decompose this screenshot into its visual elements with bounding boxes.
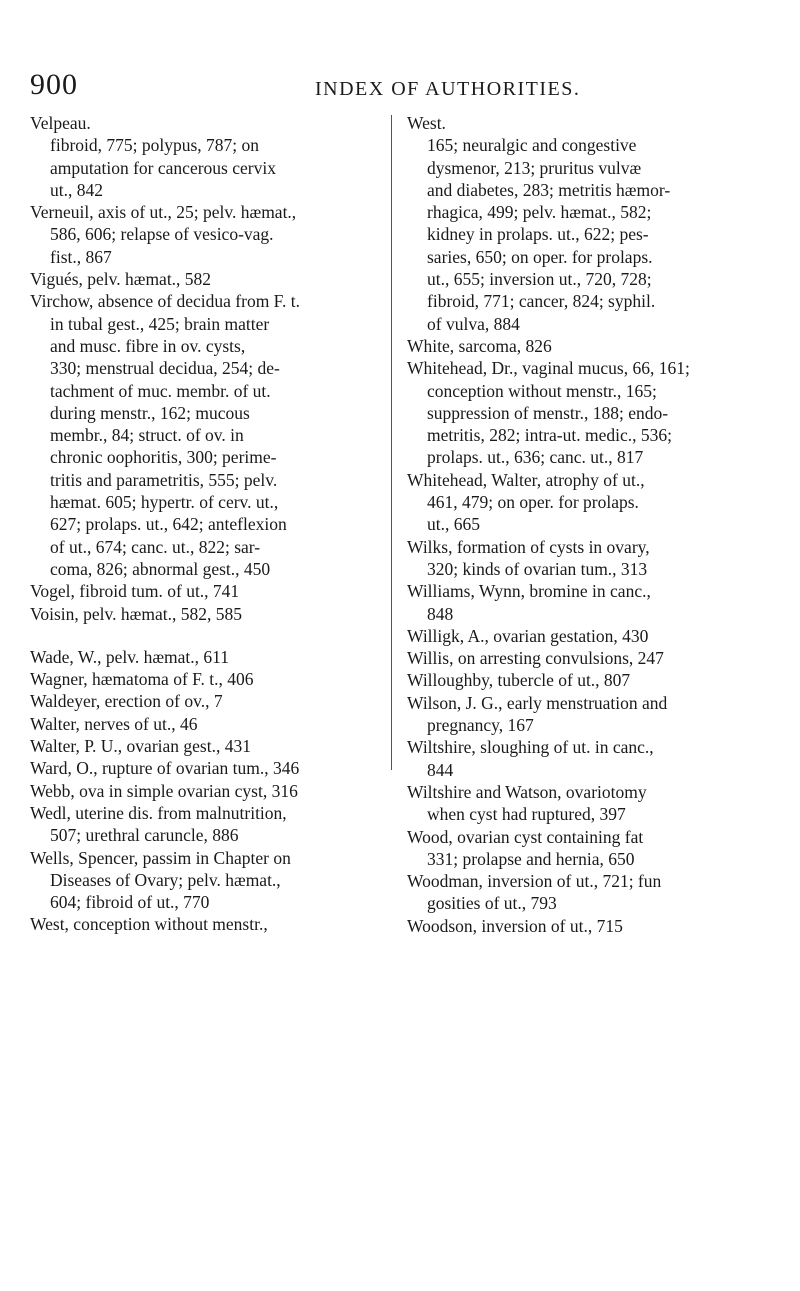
index-entry-line: Diseases of Ovary; pelv. hæmat., — [50, 869, 281, 890]
index-entry — [407, 647, 759, 669]
index-entry — [30, 603, 382, 625]
index-entry-line: White, sarcoma, 826 — [407, 335, 552, 356]
index-entry — [407, 736, 759, 781]
index-entry-line: gosities of ut., 793 — [427, 893, 557, 914]
index-entry-line: Wade, W., pelv. hæmat., 611 — [30, 646, 230, 667]
index-entry-line: Wedl, uterine dis. from malnutrition, — [30, 802, 287, 823]
index-entry — [30, 735, 382, 757]
index-entry-line: pregnancy, 167 — [427, 715, 534, 736]
index-entry-line: prolaps. ut., 636; canc. ut., 817 — [427, 447, 644, 468]
index-entry-line: Willoughby, tubercle of ut., 807 — [407, 670, 631, 691]
index-entry-line: ut., 665 — [427, 514, 480, 535]
index-entry-line: 461, 479; on oper. for prolaps. — [427, 492, 639, 513]
index-entry-line: hæmat. 605; hypertr. of cerv. ut., — [50, 492, 279, 513]
index-entry — [30, 268, 382, 290]
index-entry-line: 604; fibroid of ut., 770 — [50, 892, 210, 913]
index-entry-line: conception without menstr., 165; — [427, 380, 657, 401]
running-title: INDEX OF AUTHORITIES. — [315, 78, 581, 100]
index-entry-line: 507; urethral caruncle, 886 — [50, 825, 239, 846]
index-entry-line: Ward, O., rupture of ovarian tum., 346 — [30, 758, 300, 779]
index-entry — [407, 826, 759, 871]
index-entry-line: fibroid, 771; cancer, 824; syphil. — [427, 291, 656, 312]
index-entry-line: coma, 826; abnormal gest., 450 — [50, 558, 271, 579]
index-entry-line: rhagica, 499; pelv. hæmat., 582; — [427, 202, 652, 223]
section-gap — [30, 625, 382, 646]
index-entry-line: Woodson, inversion of ut., 715 — [407, 915, 623, 936]
index-entry-line: in tubal gest., 425; brain matter — [50, 313, 270, 334]
index-entry-line: Williams, Wynn, bromine in canc., — [407, 581, 651, 602]
index-entry — [407, 870, 759, 915]
index-entry-line: Webb, ova in simple ovarian cyst, 316 — [30, 780, 298, 801]
index-entry-line: membr., 84; struct. of ov. in — [50, 425, 244, 446]
index-entry-line: Wilson, J. G., early menstruation and — [407, 692, 668, 713]
column-divider — [391, 115, 392, 770]
index-entry-line: 627; prolaps. ut., 642; anteflexion — [50, 514, 287, 535]
index-entry — [407, 692, 759, 737]
index-entry — [30, 290, 382, 580]
index-entry — [407, 536, 759, 581]
index-entry-line: Vogel, fibroid tum. of ut., 741 — [30, 581, 240, 602]
index-entry-line: Walter, nerves of ut., 46 — [30, 713, 198, 734]
index-entry — [30, 201, 382, 268]
index-entry-line: 848 — [427, 603, 454, 624]
index-entry — [30, 913, 382, 935]
index-entry-line: Waldeyer, erection of ov., 7 — [30, 691, 223, 712]
index-entry — [407, 335, 759, 357]
index-column-right — [407, 112, 759, 937]
index-entry-line: during menstr., 162; mucous — [50, 402, 250, 423]
index-entry-line: Whitehead, Dr., vaginal mucus, 66, 161; — [407, 358, 690, 379]
index-entry-line: Wilks, formation of cysts in ovary, — [407, 536, 650, 557]
index-entry-line: Wood, ovarian cyst containing fat — [407, 826, 644, 847]
index-entry — [30, 668, 382, 690]
index-entry — [30, 580, 382, 602]
index-entry-line: West. — [407, 113, 446, 133]
index-entry-line: suppression of menstr., 188; endo- — [427, 402, 669, 423]
index-entry — [30, 780, 382, 802]
index-entry-line: Velpeau. — [30, 113, 91, 133]
index-entry-line: 331; prolapse and hernia, 650 — [427, 848, 635, 869]
index-entry-line: 320; kinds of ovarian tum., 313 — [427, 558, 648, 579]
index-entry-line: Wagner, hæmatoma of F. t., 406 — [30, 669, 254, 690]
index-entry-line: chronic oophoritis, 300; perime- — [50, 447, 277, 468]
index-column-left — [30, 112, 382, 936]
index-entry-line: Walter, P. U., ovarian gest., 431 — [30, 736, 251, 757]
index-entry — [30, 757, 382, 779]
index-entry-line: Wells, Spencer, passim in Chapter on — [30, 847, 291, 868]
index-entry-line: ut., 842 — [50, 179, 103, 200]
index-entry — [30, 646, 382, 668]
index-entry — [407, 357, 759, 468]
index-entry — [407, 112, 759, 335]
index-entry — [30, 690, 382, 712]
index-entry-line: and musc. fibre in ov. cysts, — [50, 335, 246, 356]
index-entry-line: Woodman, inversion of ut., 721; fun — [407, 871, 662, 892]
index-entry-line: of ut., 674; canc. ut., 822; sar- — [50, 536, 261, 557]
index-entry — [30, 802, 382, 847]
index-entry-line: Virchow, absence of decidua from F. t. — [30, 291, 301, 312]
index-entry-line: 330; menstrual decidua, 254; de- — [50, 358, 280, 379]
index-entry-line: Wiltshire, sloughing of ut. in canc., — [407, 737, 654, 758]
index-entry-line: kidney in prolaps. ut., 622; pes- — [427, 224, 649, 245]
index-entry-line: Vigués, pelv. hæmat., 582 — [30, 269, 212, 290]
page-header — [30, 68, 760, 108]
index-entry — [30, 847, 382, 914]
index-entry-line: 844 — [427, 759, 454, 780]
index-entry-line: 586, 606; relapse of vesico-vag. — [50, 224, 274, 245]
index-entry-line: Wiltshire and Watson, ovariotomy — [407, 781, 647, 802]
index-entry — [407, 669, 759, 691]
index-entry-line: tachment of muc. membr. of ut. — [50, 380, 271, 401]
index-entry-line: tritis and parametritis, 555; pelv. — [50, 469, 278, 490]
index-entry — [407, 781, 759, 826]
index-entry-line: metritis, 282; intra-ut. medic., 536; — [427, 425, 672, 446]
page-number: 900 — [30, 68, 78, 101]
index-entry — [407, 625, 759, 647]
index-entry — [407, 915, 759, 937]
index-entry-line: amputation for cancerous cervix — [50, 157, 276, 178]
index-entry-line: Voisin, pelv. hæmat., 582, 585 — [30, 603, 242, 624]
index-entry-line: Whitehead, Walter, atrophy of ut., — [407, 469, 645, 490]
index-entry-line: Willigk, A., ovarian gestation, 430 — [407, 625, 649, 646]
index-entry-line: and diabetes, 283; metritis hæmor- — [427, 179, 671, 200]
index-entry-line: dysmenor, 213; pruritus vulvæ — [427, 157, 642, 178]
index-entry — [407, 580, 759, 625]
index-entry-line: fist., 867 — [50, 246, 112, 267]
index-entry-line: of vulva, 884 — [427, 313, 520, 334]
index-entry-line: when cyst had ruptured, 397 — [427, 804, 626, 825]
index-entry-line: Willis, on arresting convulsions, 247 — [407, 648, 664, 669]
index-entry-line: ut., 655; inversion ut., 720, 728; — [427, 269, 652, 290]
index-entry — [30, 713, 382, 735]
index-entry-line: Verneuil, axis of ut., 25; pelv. hæmat., — [30, 202, 297, 223]
index-entry-line: 165; neuralgic and congestive — [427, 135, 637, 156]
index-entry-line: West, conception without menstr., — [30, 914, 268, 935]
index-entry-line: saries, 650; on oper. for prolaps. — [427, 246, 653, 267]
index-entry-line: fibroid, 775; polypus, 787; on — [50, 135, 260, 156]
index-entry — [30, 112, 382, 201]
index-entry — [407, 469, 759, 536]
